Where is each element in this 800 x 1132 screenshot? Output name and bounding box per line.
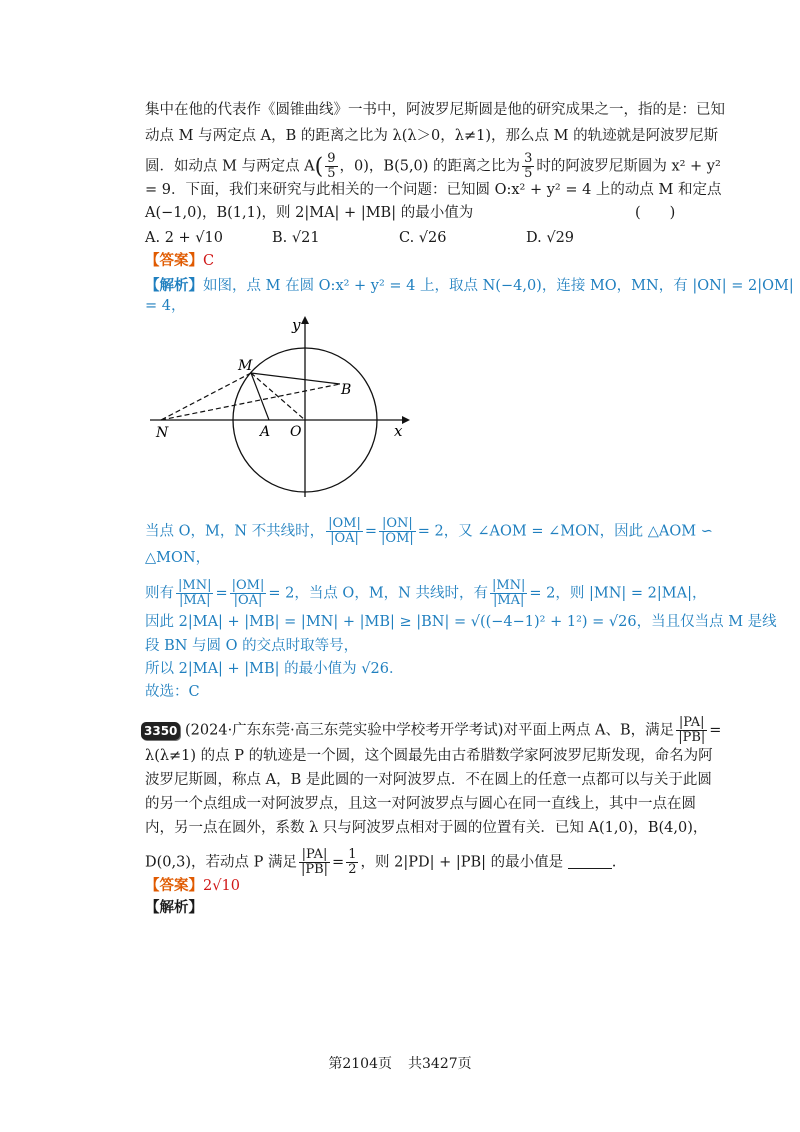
text-line: 动点 M 与两定点 A，B 的距离之比为 λ(λ＞0，λ≠1)，那么点 M 的轨迹就是阿波罗尼斯 bbox=[145, 128, 719, 144]
problem-line: λ(λ≠1) 的点 P 的轨迹是一个圆，这个圆最先由古希腊数学家阿波罗尼斯发现，命名为阿 bbox=[145, 748, 713, 764]
text-segment: = bbox=[709, 722, 722, 739]
text-segment: . bbox=[611, 854, 617, 871]
text-segment: 圆．如动点 M 与两定点 A bbox=[145, 158, 315, 175]
label-n: N bbox=[156, 425, 169, 441]
analysis-line bbox=[145, 579, 707, 608]
page-number: 第2104页 bbox=[328, 1056, 392, 1072]
geometry-figure bbox=[140, 312, 410, 502]
text-line: = 9．下面，我们来研究与此相关的一个问题：已知圆 O:x² + y² = 4 上的动点 M 和定点 bbox=[145, 182, 722, 198]
problem-line: 内，另一点在圆外，系数 λ 只与阿波罗点相对于圆的位置有关．已知 A(1,0)，B(4,0)， bbox=[145, 820, 708, 836]
text-segment: (2024·广东东莞·高三东莞实验中学校考开学考试)对平面上两点 A、B，满足 bbox=[185, 722, 675, 739]
fraction: $\frac{3}{5}$ bbox=[524, 151, 533, 181]
problem-line: 波罗尼斯圆，称点 A，B 是此圆的一对阿波罗点．不在圆上的任意一点都可以与关于此圆 bbox=[145, 772, 712, 788]
text-segment: = 2，则 |MN| = 2|MA|， bbox=[529, 585, 707, 602]
problem-number-badge: 3350 bbox=[141, 722, 180, 740]
label-y: y bbox=[292, 316, 301, 334]
label-m: M bbox=[238, 358, 253, 374]
answer-line bbox=[145, 251, 214, 271]
text-segment: 当点 O，M，N 不共线时， bbox=[145, 523, 325, 540]
option-c: C. √26 bbox=[399, 230, 447, 246]
option-d: D. √29 bbox=[526, 230, 575, 246]
analysis-line: = 4， bbox=[145, 298, 186, 314]
answer-value: 2√10 bbox=[203, 878, 240, 894]
text-segment: = bbox=[364, 523, 378, 540]
answer-bracket: ( ) bbox=[635, 205, 676, 221]
label-o: O bbox=[290, 424, 302, 440]
answer-tag: 【答案】 bbox=[145, 252, 203, 269]
segment-nb bbox=[161, 384, 340, 420]
answer-blank bbox=[568, 854, 612, 869]
text-segment: 如图，点 M 在圆 O:x² + y² = 4 上，取点 N(−4,0)，连接 MO，MN，有 |ON| = 2|OM| bbox=[203, 278, 794, 294]
analysis-line: △MON， bbox=[145, 550, 211, 566]
text-segment: ，0)，B(5,0) 的距离之比为 bbox=[339, 158, 521, 175]
analysis-tag: 【解析】 bbox=[145, 899, 203, 916]
analysis-line bbox=[145, 898, 203, 918]
text-line: 集中在他的代表作《圆锥曲线》一书中，阿波罗尼斯圆是他的研究成果之一，指的是：已知 bbox=[145, 102, 725, 118]
x-axis-arrow-icon bbox=[402, 416, 410, 424]
text-segment: = 2，又 ∠AOM = ∠MON，因此 △AOM ∽ bbox=[417, 523, 713, 540]
analysis-line: 段 BN 与圆 O 的交点时取等号， bbox=[145, 638, 359, 654]
page-total: 共3427页 bbox=[408, 1056, 472, 1072]
problem-line bbox=[141, 716, 721, 745]
segment-mo bbox=[251, 373, 305, 420]
text-segment: ，则 2|PD| + |PB| 的最小值是 bbox=[360, 854, 564, 871]
answer-value: C bbox=[203, 253, 215, 269]
y-axis-arrow-icon bbox=[301, 316, 309, 324]
text-segment: = bbox=[215, 585, 228, 602]
text-segment: 时的阿波罗尼斯圆为 x² + y² bbox=[536, 158, 721, 175]
problem-line: 的另一个点组成一对阿波罗点，且这一对阿波罗点与圆心在同一直线上，其中一点在圆 bbox=[145, 796, 696, 812]
segment-mb bbox=[251, 373, 340, 384]
fraction: $\frac{|OM|}{|OA|}$ bbox=[231, 578, 265, 608]
fraction: $\frac{|MN|}{|MA|}$ bbox=[178, 578, 212, 608]
text-line bbox=[145, 203, 676, 223]
fraction: $\frac{|PA|}{|PB|}$ bbox=[678, 715, 706, 745]
option-a: A. 2 + √10 bbox=[145, 230, 223, 246]
label-b: B bbox=[341, 382, 352, 398]
label-x: x bbox=[394, 422, 403, 440]
fraction: $\frac{|ON|}{|OM|}$ bbox=[381, 516, 414, 546]
text-segment: A(−1,0)，B(1,1)，则 2|MA| + |MB| 的最小值为 bbox=[145, 205, 474, 221]
analysis-line: 所以 2|MA| + |MB| 的最小值为 √26． bbox=[145, 661, 404, 677]
problem-line bbox=[145, 848, 616, 877]
analysis-line bbox=[145, 276, 794, 296]
analysis-line: 故选：C bbox=[145, 684, 200, 700]
analysis-tag: 【解析】 bbox=[145, 277, 203, 294]
options-row bbox=[145, 228, 653, 248]
fraction: $\frac{1}{2}$ bbox=[348, 847, 357, 877]
fraction: $\frac{|OM|}{|OA|}$ bbox=[328, 516, 361, 546]
page-footer bbox=[0, 1053, 800, 1073]
fraction: $\frac{|MN|}{|MA|}$ bbox=[491, 578, 526, 608]
text-segment: = 2，当点 O，M，N 共线时，有 bbox=[268, 585, 488, 602]
fraction: $\frac{9}{5}$ bbox=[327, 151, 336, 181]
analysis-line bbox=[145, 517, 713, 546]
answer-line bbox=[145, 876, 240, 896]
text-segment: = bbox=[332, 854, 345, 871]
answer-tag: 【答案】 bbox=[145, 877, 203, 894]
text-segment: 则有 bbox=[145, 585, 174, 602]
fraction: $\frac{|PA|}{|PB|}$ bbox=[300, 847, 329, 877]
text-segment: D(0,3)，若动点 P 满足 bbox=[145, 854, 297, 871]
label-a: A bbox=[260, 424, 271, 440]
text-line: 圆．如动点 M 与两定点 A( $\frac{9}{5}$ ，0)，B(5,0) 的距离之比为 $\frac{3}{5}$ 时的阿波罗尼斯圆为 x² + y² bbox=[145, 151, 721, 181]
option-b: B. √21 bbox=[272, 230, 320, 246]
analysis-line: 因此 2|MA| + |MB| = |MN| + |MB| ≥ |BN| = √((−4−1)² + 1²) = √26，当且仅当点 M 是线 bbox=[145, 614, 777, 630]
